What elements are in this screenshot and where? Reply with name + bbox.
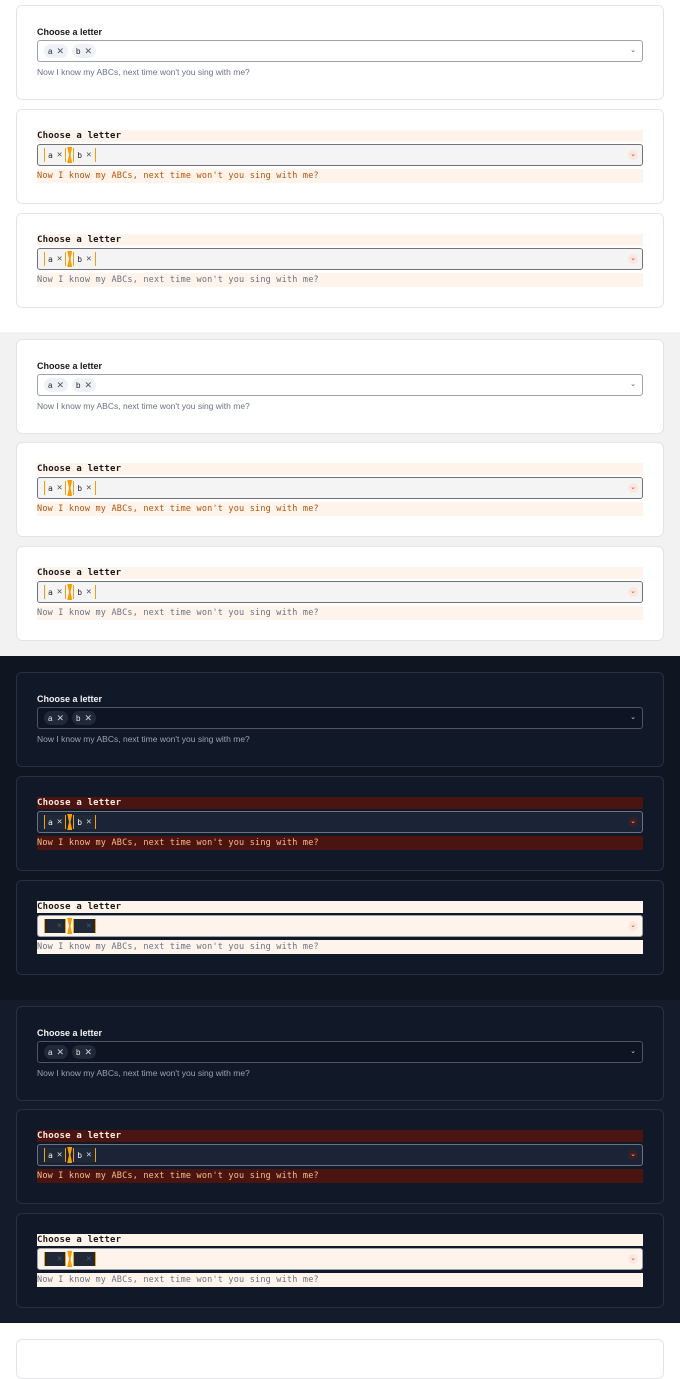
help-text: Now I know my ABCs, next time won't you sing with me? [37, 606, 643, 620]
multiselect-control[interactable] [37, 1144, 643, 1166]
chevron-down-icon[interactable]: ⌄ [630, 1048, 636, 1055]
help-text: Now I know my ABCs, next time won't you sing with me? [37, 1273, 643, 1287]
multiselect-control[interactable] [37, 144, 643, 166]
example-card-debug-neutral [16, 213, 664, 308]
remove-chip-icon[interactable]: ✕ [84, 45, 92, 56]
example-card [16, 1006, 664, 1101]
multiselect-control[interactable] [37, 581, 643, 603]
remove-chip-icon[interactable]: ✕ [86, 587, 92, 597]
multiselect-control[interactable] [37, 1248, 643, 1270]
multiselect-field [37, 1027, 643, 1079]
multiselect-control[interactable] [37, 40, 643, 62]
chip-a: a ✕ [44, 148, 66, 162]
chip-b: b ✕ [73, 585, 95, 599]
example-card-debug [16, 1109, 664, 1204]
chip-a: a ✕ [44, 711, 68, 725]
help-text: Now I know my ABCs, next time won't you sing with me? [37, 273, 643, 287]
chip-b: b ✕ [73, 919, 95, 933]
remove-chip-icon[interactable]: ✕ [56, 817, 63, 827]
help-text: Now I know my ABCs, next time won't you sing with me? [37, 67, 250, 77]
remove-chip-icon[interactable]: ✕ [56, 1046, 64, 1057]
help-text: Now I know my ABCs, next time won't you sing with me? [37, 836, 643, 850]
multiselect-control[interactable] [37, 374, 643, 396]
field-label: Choose a letter [37, 234, 643, 246]
example-card [16, 672, 664, 767]
multiselect-field [37, 1234, 643, 1287]
remove-chip-icon[interactable]: ✕ [56, 254, 63, 264]
field-label: Choose a letter [37, 1234, 643, 1246]
multiselect-field [37, 130, 643, 183]
light-theme-section [0, 0, 680, 332]
example-card [16, 5, 664, 100]
remove-chip-icon[interactable]: ✕ [56, 921, 63, 931]
field-label: Choose a letter [37, 130, 643, 142]
chip-a: a ✕ [44, 585, 66, 599]
remove-chip-icon[interactable]: ✕ [86, 817, 92, 827]
field-label: Choose a letter [37, 901, 643, 913]
remove-chip-icon[interactable]: ✕ [86, 1254, 92, 1264]
remove-chip-icon[interactable]: ✕ [86, 921, 92, 931]
multiselect-control[interactable] [37, 707, 643, 729]
example-card-partial [16, 1339, 664, 1379]
example-card-debug [16, 109, 664, 204]
multiselect-field [37, 901, 643, 954]
multiselect-field [37, 1130, 643, 1183]
chip-a: a ✕ [44, 481, 66, 495]
help-text: Now I know my ABCs, next time won't you sing with me? [37, 940, 643, 954]
remove-chip-icon[interactable]: ✕ [56, 587, 63, 597]
field-label: Choose a letter [37, 694, 103, 704]
chip-b: b ✕ [73, 252, 95, 266]
chevron-down-icon[interactable]: ⌄ [628, 817, 638, 827]
cursor-gap-icon [67, 584, 72, 600]
chevron-down-icon[interactable]: ⌄ [628, 921, 638, 931]
cursor-gap-icon [67, 480, 72, 496]
remove-chip-icon[interactable]: ✕ [56, 45, 64, 56]
chevron-down-icon[interactable]: ⌄ [630, 714, 636, 721]
multiselect-control[interactable] [37, 915, 643, 937]
example-card [16, 339, 664, 434]
help-text: Now I know my ABCs, next time won't you sing with me? [37, 734, 250, 744]
multiselect-field [37, 797, 643, 850]
chip-b: b ✕ [72, 711, 96, 725]
help-text: Now I know my ABCs, next time won't you sing with me? [37, 169, 643, 183]
remove-chip-icon[interactable]: ✕ [86, 150, 92, 160]
remove-chip-icon[interactable]: ✕ [86, 1150, 92, 1160]
field-label: Choose a letter [37, 797, 643, 809]
remove-chip-icon[interactable]: ✕ [56, 712, 64, 723]
remove-chip-icon[interactable]: ✕ [56, 483, 63, 493]
chip-a: a ✕ [44, 1148, 66, 1162]
field-label: Choose a letter [37, 1130, 643, 1142]
remove-chip-icon[interactable]: ✕ [56, 379, 64, 390]
chip-a: a ✕ [44, 1252, 66, 1266]
chip-a: a ✕ [44, 252, 66, 266]
chip-a: a ✕ [44, 1045, 68, 1059]
light-tinted-section [0, 332, 680, 656]
field-label: Choose a letter [37, 27, 103, 37]
remove-chip-icon[interactable]: ✕ [56, 1150, 63, 1160]
multiselect-field [37, 463, 643, 516]
example-card-debug [16, 442, 664, 537]
next-section [0, 1323, 680, 1348]
cursor-gap-icon [67, 147, 72, 163]
chip-b: b ✕ [73, 1252, 95, 1266]
chip-b: b ✕ [72, 1045, 96, 1059]
example-card-debug [16, 776, 664, 871]
help-text: Now I know my ABCs, next time won't you sing with me? [37, 1068, 250, 1078]
help-text: Now I know my ABCs, next time won't you sing with me? [37, 401, 250, 411]
cursor-gap-icon [67, 814, 72, 830]
remove-chip-icon[interactable]: ✕ [86, 483, 92, 493]
chevron-down-icon[interactable]: ⌄ [630, 381, 636, 388]
multiselect-control[interactable] [37, 1041, 643, 1063]
chip-b: b ✕ [73, 1148, 95, 1162]
chip-a: a ✕ [44, 378, 68, 392]
multiselect-control[interactable] [37, 248, 643, 270]
remove-chip-icon[interactable]: ✕ [84, 712, 92, 723]
remove-chip-icon[interactable]: ✕ [86, 254, 92, 264]
chip-b: b ✕ [72, 44, 96, 58]
chip-a: a ✕ [44, 919, 66, 933]
remove-chip-icon[interactable]: ✕ [56, 1254, 63, 1264]
chip-b: b ✕ [72, 378, 96, 392]
multiselect-control[interactable] [37, 811, 643, 833]
cursor-gap-icon [67, 1147, 72, 1163]
cursor-gap-icon [67, 918, 72, 934]
chevron-down-icon[interactable]: ⌄ [628, 254, 638, 264]
field-label: Choose a letter [37, 463, 643, 475]
chevron-down-icon[interactable]: ⌄ [630, 47, 636, 54]
multiselect-control[interactable] [37, 477, 643, 499]
multiselect-field [37, 567, 643, 620]
multiselect-field [37, 360, 643, 412]
example-card-debug-neutral [16, 546, 664, 641]
chip-b: b ✕ [73, 815, 95, 829]
chip-a: a ✕ [44, 815, 66, 829]
chevron-down-icon[interactable]: ⌄ [628, 1254, 638, 1264]
chevron-down-icon[interactable]: ⌄ [628, 150, 638, 160]
chevron-down-icon[interactable]: ⌄ [628, 483, 638, 493]
remove-chip-icon[interactable]: ✕ [84, 379, 92, 390]
multiselect-field [37, 693, 643, 745]
field-label: Choose a letter [37, 567, 643, 579]
example-card-debug-inverted [16, 880, 664, 975]
chip-a: a ✕ [44, 44, 68, 58]
dark-theme-section [0, 656, 680, 1000]
chevron-down-icon[interactable]: ⌄ [628, 587, 638, 597]
multiselect-field [37, 234, 643, 287]
field-label: Choose a letter [37, 1028, 103, 1038]
remove-chip-icon[interactable]: ✕ [84, 1046, 92, 1057]
field-label: Choose a letter [37, 361, 103, 371]
help-text: Now I know my ABCs, next time won't you sing with me? [37, 1169, 643, 1183]
remove-chip-icon[interactable]: ✕ [56, 150, 63, 160]
cursor-gap-icon [67, 1251, 72, 1267]
chip-b: b ✕ [73, 481, 95, 495]
help-text: Now I know my ABCs, next time won't you sing with me? [37, 502, 643, 516]
dark-tinted-section [0, 1000, 680, 1323]
example-card-debug-inverted [16, 1213, 664, 1308]
multiselect-field [37, 26, 643, 78]
chevron-down-icon[interactable]: ⌄ [628, 1150, 638, 1160]
chip-b: b ✕ [73, 148, 95, 162]
cursor-gap-icon [67, 251, 72, 267]
